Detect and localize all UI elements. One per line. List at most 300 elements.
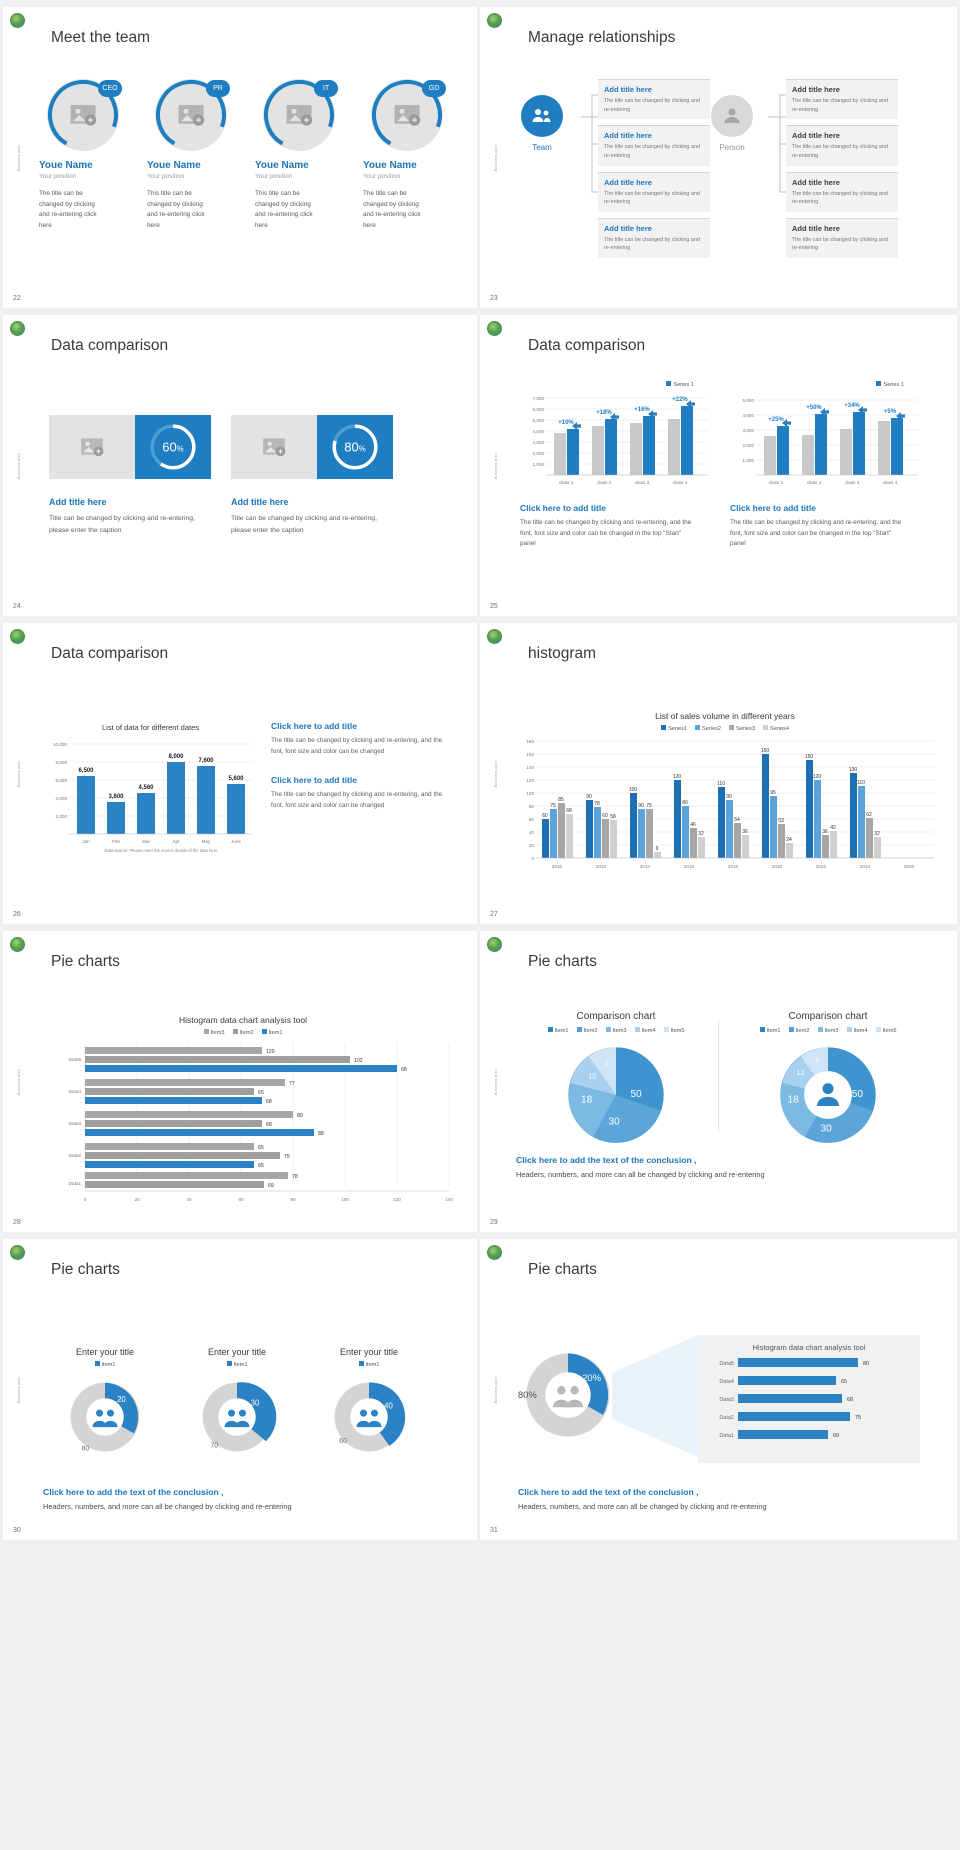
- svg-text:60: 60: [528, 817, 534, 822]
- page-title: Pie charts: [528, 1261, 597, 1278]
- conclusion-subtitle: Headers, numbers, and more can all be changed by clicking and re-entering: [516, 1170, 765, 1179]
- svg-text:78: 78: [594, 801, 600, 807]
- svg-text:160: 160: [526, 752, 534, 757]
- slice-label: 80%: [517, 1389, 537, 1401]
- svg-text:2,000: 2,000: [55, 814, 67, 819]
- role-badge: CEO: [98, 80, 122, 97]
- svg-text:75: 75: [550, 803, 556, 809]
- slide-24: [0, 308, 480, 616]
- legend-swatch: [227, 1361, 232, 1366]
- globe-icon: [10, 321, 25, 336]
- donut-block: [173, 1347, 301, 1465]
- legend-swatch: [666, 381, 671, 386]
- svg-text:2,000: 2,000: [532, 451, 544, 456]
- svg-text:85: 85: [558, 797, 564, 803]
- svg-text:120: 120: [526, 778, 534, 783]
- svg-text:120: 120: [812, 774, 822, 780]
- legend-label: Item1: [101, 1362, 116, 1368]
- svg-text:53: 53: [778, 818, 784, 824]
- slide-number: 27: [490, 911, 498, 918]
- avatar: [263, 79, 335, 151]
- svg-text:80: 80: [528, 804, 534, 809]
- legend-swatch: [359, 1361, 364, 1366]
- legend-swatch: [262, 1029, 267, 1034]
- svg-text:3,000: 3,000: [742, 428, 754, 433]
- svg-text:4,000: 4,000: [55, 796, 67, 801]
- y-tick: Data2: [68, 1153, 81, 1158]
- x-tick: 20: [134, 1197, 140, 1202]
- block-title[interactable]: Add title here: [231, 497, 289, 507]
- slide-26: [0, 616, 480, 924]
- annotation: +16%: [634, 407, 650, 413]
- legend-label: Item3: [612, 1028, 627, 1034]
- legend-label: Series 1: [883, 382, 904, 388]
- legend-swatch: [204, 1029, 209, 1034]
- chart-canvas: [698, 1352, 920, 1452]
- slice-label: 12: [796, 1067, 805, 1077]
- svg-text:2,000: 2,000: [742, 443, 754, 448]
- svg-text:120: 120: [672, 774, 682, 780]
- globe-icon: [487, 629, 502, 644]
- x-tick: 2016: [683, 864, 695, 869]
- chart-link-title[interactable]: Click here to add title: [730, 503, 816, 513]
- member-name: Youe Name: [39, 160, 93, 171]
- legend-label: Item2: [583, 1028, 598, 1034]
- slide-number: 23: [490, 295, 498, 302]
- legend-label: Item1: [233, 1362, 248, 1368]
- bar-label: 8,000: [168, 754, 184, 760]
- annotation: +34%: [844, 403, 860, 409]
- info-card[interactable]: [598, 125, 710, 165]
- card-title: Add title here: [604, 85, 652, 94]
- svg-text:68: 68: [566, 808, 572, 814]
- y-tick: Data5: [719, 1361, 734, 1367]
- legend-swatch: [876, 381, 881, 386]
- slice-label: 60: [339, 1437, 348, 1445]
- svg-text:60: 60: [542, 813, 548, 819]
- slice-label: 50: [630, 1088, 642, 1100]
- svg-text:180: 180: [526, 739, 534, 744]
- member-position: Your position: [39, 173, 77, 180]
- slice-label: 30: [608, 1116, 620, 1128]
- svg-text:100: 100: [526, 791, 534, 796]
- bar-label: 6,500: [78, 768, 94, 774]
- data-panel: [698, 1335, 920, 1463]
- legend-label: Item5: [670, 1028, 685, 1034]
- slice-label: 5: [815, 1057, 819, 1064]
- avatar: [47, 79, 119, 151]
- role-badge: IT: [314, 80, 338, 97]
- page-title: Manage relationships: [528, 29, 676, 46]
- annotation: +18%: [596, 410, 612, 416]
- percent-value: 60: [162, 439, 177, 455]
- svg-text:40: 40: [528, 830, 534, 835]
- member-description: The title can be changed by clicking and re-entering click here: [363, 190, 421, 229]
- legend-swatch: [763, 725, 768, 730]
- panel-title: Histogram data chart analysis tool: [752, 1343, 866, 1352]
- y-tick: Data1: [719, 1433, 734, 1439]
- divider: [718, 1021, 719, 1131]
- role-badge: GD: [422, 80, 446, 97]
- slide-number: 31: [490, 1527, 498, 1534]
- team-member: [255, 79, 343, 231]
- svg-text:80%: [344, 439, 365, 454]
- info-card[interactable]: [598, 172, 710, 212]
- legend-label: Item4: [641, 1028, 656, 1034]
- y-tick: Data2: [719, 1415, 734, 1421]
- info-card[interactable]: [786, 79, 898, 119]
- card-title: Add title here: [604, 223, 652, 233]
- globe-icon: [10, 937, 25, 952]
- chart-description: The title can be changed by clicking and re-entering, and the font, font size and color can be changed in the top "Start" panel: [730, 519, 902, 548]
- card-body: The title can be changed by clicking and re-entering: [604, 190, 700, 206]
- legend-label: Series1: [668, 726, 688, 732]
- chart-canvas: [773, 1040, 883, 1150]
- x-tick: 80: [290, 1197, 296, 1202]
- annotation: +10%: [558, 420, 574, 426]
- card-body: The title can be changed by clicking and re-entering: [604, 236, 700, 252]
- svg-text:60: 60: [602, 813, 608, 819]
- donut-block: [305, 1347, 433, 1465]
- chart-legend: [305, 1361, 433, 1368]
- side-label: Business plan: [494, 760, 499, 787]
- chart-legend: [510, 725, 940, 732]
- globe-icon: [10, 13, 25, 28]
- member-description: This title can be changed by clicking and re-entering click here: [255, 190, 313, 229]
- chart-title: Enter your title: [339, 1347, 399, 1357]
- legend-label: Item5: [882, 1028, 897, 1034]
- slice-label: 30: [820, 1123, 832, 1135]
- svg-text:58: 58: [610, 814, 616, 820]
- slide-number: 28: [13, 1219, 21, 1226]
- svg-text:10,000: 10,000: [52, 742, 67, 747]
- bar-label: 65: [841, 1379, 848, 1385]
- bar-label: 3,600: [108, 794, 124, 800]
- team-icon: [521, 95, 563, 137]
- svg-text:1,000: 1,000: [532, 462, 544, 467]
- svg-text:6,000: 6,000: [532, 407, 544, 412]
- slice-label: 18: [787, 1094, 799, 1106]
- left-card-column: [598, 79, 710, 258]
- role-badge: PR: [206, 80, 230, 97]
- card-title: Add title here: [792, 131, 840, 141]
- chart-canvas: [520, 388, 712, 488]
- globe-icon: [10, 629, 25, 644]
- team-list: [39, 79, 451, 231]
- legend-swatch: [664, 1027, 669, 1032]
- chart-legend: [41, 1361, 169, 1368]
- svg-text:68: 68: [401, 1067, 407, 1073]
- legend-label: Item3: [824, 1028, 839, 1034]
- slice-label: 30: [250, 1398, 260, 1408]
- svg-text:46: 46: [690, 822, 696, 828]
- x-tick: Jan: [82, 839, 90, 844]
- svg-text:120: 120: [266, 1049, 275, 1055]
- slice-label: 20: [117, 1395, 126, 1405]
- slide-22: [0, 0, 480, 308]
- svg-text:160: 160: [760, 748, 770, 754]
- bar-label: 5,600: [228, 776, 244, 782]
- bar-label: 60: [833, 1433, 840, 1439]
- percent-donut: [317, 415, 393, 479]
- percent-unit: %: [176, 444, 184, 454]
- image-placeholder-icon: [388, 96, 426, 134]
- card-title: Add title here: [792, 177, 840, 187]
- conclusion-title[interactable]: Click here to add the text of the conclusion ,: [43, 1487, 224, 1497]
- page-title: Meet the team: [51, 29, 151, 46]
- y-tick: Data3: [719, 1397, 734, 1403]
- conclusion-title[interactable]: Click here to add the text of the conclusion ,: [516, 1155, 697, 1165]
- slide-23: [480, 0, 960, 308]
- x-tick: 40: [186, 1197, 192, 1202]
- x-tick: class 4: [882, 480, 898, 485]
- chart-link-title[interactable]: Click here to add title: [520, 503, 606, 513]
- y-tick: Data1: [68, 1181, 81, 1186]
- svg-text:80: 80: [682, 800, 688, 806]
- side-label: Business plan: [17, 760, 22, 787]
- image-placeholder-icon: [231, 415, 317, 479]
- svg-text:65: 65: [258, 1163, 264, 1169]
- chart-title: Enter your title: [75, 1347, 135, 1357]
- x-tick: 2022: [815, 864, 827, 869]
- chart-canvas: [194, 1374, 280, 1460]
- svg-text:7,000: 7,000: [532, 396, 544, 401]
- slide-number: 29: [490, 1219, 498, 1226]
- x-tick: class 3: [844, 480, 860, 485]
- side-label: Business plan: [494, 1068, 499, 1095]
- bar-label: 7,600: [198, 758, 214, 764]
- conclusion-subtitle: Headers, numbers, and more can all be changed by clicking and re-entering: [518, 1502, 767, 1511]
- page-title: Pie charts: [51, 953, 120, 970]
- slice-label: 40: [384, 1401, 393, 1411]
- chart-description: The title can be changed by clicking and re-entering, and the font, font size and color can be changed in the top "Start" panel: [520, 519, 692, 548]
- svg-text:5,000: 5,000: [532, 418, 544, 423]
- svg-text:42: 42: [830, 825, 836, 831]
- svg-text:68: 68: [266, 1099, 272, 1105]
- annotation: +5%: [883, 409, 897, 415]
- svg-text:90: 90: [586, 794, 592, 800]
- svg-text:20: 20: [528, 843, 534, 848]
- slide-number: 30: [13, 1527, 21, 1534]
- legend-label: Item2: [795, 1028, 810, 1034]
- chart-canvas: [730, 388, 922, 488]
- person-node: [702, 95, 762, 152]
- chart-title: Enter your title: [207, 1347, 267, 1357]
- y-tick: Data5: [68, 1057, 81, 1062]
- histogram-chart: [510, 711, 940, 890]
- svg-text:36: 36: [742, 829, 748, 835]
- card-title: Add title here: [604, 131, 652, 141]
- legend-swatch: [95, 1361, 100, 1366]
- info-card[interactable]: [786, 218, 898, 258]
- section-body-1: The title can be changed by clicking and re-entering, and the font, font size and color can be changed: [271, 737, 443, 755]
- chart-title: Comparison chart: [576, 1011, 656, 1022]
- svg-text:54: 54: [734, 817, 740, 823]
- x-tick: 2012: [595, 864, 607, 869]
- section-link-2[interactable]: Click here to add title: [271, 775, 357, 786]
- donut-chart-block: [728, 1011, 928, 1155]
- card-body: The title can be changed by clicking and re-entering: [792, 144, 888, 159]
- card-body: The title can be changed by clicking and re-entering: [604, 98, 700, 113]
- image-placeholder-icon: [172, 96, 210, 134]
- legend-label: Series3: [736, 726, 755, 732]
- info-card[interactable]: [598, 218, 710, 258]
- right-card-column: [786, 79, 898, 258]
- bar-label: 4,560: [138, 785, 154, 791]
- svg-text:88: 88: [318, 1131, 324, 1137]
- member-name: Youe Name: [147, 160, 201, 171]
- bar-chart-left: [520, 381, 712, 550]
- x-tick: 60: [238, 1197, 244, 1202]
- svg-text:130: 130: [848, 767, 858, 773]
- x-tick: class 4: [672, 480, 688, 485]
- legend-label: Item1: [365, 1362, 380, 1368]
- x-tick: Apr: [172, 839, 180, 844]
- member-position: Your position: [363, 173, 401, 180]
- x-tick: 100: [341, 1197, 349, 1202]
- member-position: Your position: [147, 173, 185, 180]
- slice-label: 12: [588, 1071, 597, 1081]
- card-body: The title can be changed by clicking and re-entering: [792, 236, 888, 252]
- conclusion-block: [518, 1487, 928, 1511]
- image-placeholder-icon: [64, 96, 102, 134]
- slide-31: [480, 1232, 960, 1540]
- legend-label: Series2: [702, 726, 721, 732]
- svg-text:24: 24: [786, 837, 792, 843]
- slice-label: 80: [81, 1445, 90, 1453]
- bar-chart: [43, 723, 258, 859]
- person-label: Person: [719, 143, 745, 152]
- svg-text:4,000: 4,000: [742, 413, 754, 418]
- chart-title: Histogram data chart analysis tool: [178, 1015, 308, 1025]
- chart-canvas: [326, 1374, 412, 1460]
- svg-text:62: 62: [866, 812, 872, 818]
- svg-text:90: 90: [726, 794, 732, 800]
- chart-legend: [33, 1029, 453, 1036]
- svg-text:36: 36: [822, 829, 828, 835]
- svg-text:110: 110: [857, 780, 865, 786]
- x-tick: class 3: [634, 480, 650, 485]
- block-description: Title can be changed by clicking and re-entering, please enter the caption: [231, 515, 377, 534]
- info-card[interactable]: [786, 172, 898, 212]
- chart-legend: [520, 381, 694, 388]
- team-member: [147, 79, 235, 231]
- chart-canvas: [510, 735, 940, 885]
- text-column: [271, 721, 451, 811]
- svg-text:90: 90: [638, 803, 644, 809]
- side-label: Business plan: [17, 1376, 22, 1403]
- block-title[interactable]: Add title here: [49, 497, 107, 507]
- svg-text:150: 150: [804, 754, 814, 760]
- page-title: Data comparison: [51, 645, 169, 662]
- svg-text:60%: [162, 439, 183, 454]
- card-body: The title can be changed by clicking and re-entering: [604, 144, 700, 159]
- conclusion-block: [516, 1155, 926, 1179]
- chart-canvas: [516, 1343, 620, 1447]
- bar-label: 68: [847, 1397, 854, 1403]
- image-placeholder-icon: [49, 415, 135, 479]
- svg-text:9: 9: [655, 846, 659, 852]
- donut-block: [41, 1347, 169, 1465]
- side-label: Business plan: [494, 452, 499, 479]
- chart-title: Comparison chart: [788, 1011, 868, 1022]
- bar-label: 75: [855, 1415, 862, 1421]
- svg-text:80: 80: [297, 1113, 303, 1119]
- side-label: Business plan: [17, 144, 22, 171]
- info-card[interactable]: [598, 79, 710, 119]
- section-body-2: The title can be changed by clicking and re-entering, and the font, font size and color can be changed: [271, 791, 443, 809]
- y-tick: Data4: [719, 1379, 734, 1385]
- svg-text:6,000: 6,000: [55, 778, 67, 783]
- percent-unit: %: [358, 444, 366, 454]
- slide-30: [0, 1232, 480, 1540]
- avatar: [371, 79, 443, 151]
- legend-label: Item2: [239, 1030, 254, 1036]
- block-description: Title can be changed by clicking and re-entering, please enter the caption: [49, 515, 195, 534]
- annotation: +25%: [768, 417, 784, 423]
- x-tick: June: [231, 839, 241, 844]
- x-tick: 0: [83, 1197, 87, 1202]
- page-title: histogram: [528, 645, 597, 662]
- slice-label: 18: [581, 1094, 593, 1106]
- slide-28: [0, 924, 480, 1232]
- legend-label: Item4: [853, 1028, 868, 1034]
- x-tick: Mar: [142, 839, 150, 844]
- svg-text:68: 68: [266, 1122, 272, 1128]
- x-tick: 2020: [771, 864, 783, 869]
- horizontal-bar-chart: [33, 1015, 453, 1212]
- globe-icon: [10, 1245, 25, 1260]
- svg-text:140: 140: [526, 765, 534, 770]
- slice-label: 20%: [582, 1372, 602, 1384]
- legend-swatch: [729, 725, 734, 730]
- slide-27: [480, 616, 960, 924]
- chart-title: List of data for different dates: [101, 723, 199, 732]
- comparison-block: [49, 415, 211, 536]
- svg-text:4,000: 4,000: [532, 429, 544, 434]
- page-title: Pie charts: [528, 953, 597, 970]
- card-title: Add title here: [792, 223, 840, 233]
- member-name: Youe Name: [255, 160, 309, 171]
- y-tick: Data3: [68, 1121, 81, 1126]
- legend-label: Item1: [268, 1030, 283, 1036]
- conclusion-title[interactable]: Click here to add the text of the conclusion ,: [518, 1487, 699, 1497]
- x-tick: 2018: [727, 864, 739, 869]
- svg-text:8,000: 8,000: [55, 760, 67, 765]
- x-tick: 2010: [551, 864, 563, 869]
- svg-text:78: 78: [292, 1174, 298, 1180]
- slice-label: 70: [210, 1442, 219, 1450]
- slide-25: [480, 308, 960, 616]
- bar-label: 80: [863, 1361, 870, 1367]
- member-description: The title can be changed by clicking and re-entering click here: [39, 190, 97, 229]
- legend-swatch: [789, 1027, 794, 1032]
- legend-label: Item3: [210, 1030, 225, 1036]
- bar-chart-right: [730, 381, 922, 550]
- avatar: [155, 79, 227, 151]
- section-link-1[interactable]: Click here to add title: [271, 721, 357, 731]
- chart-canvas: [561, 1040, 671, 1150]
- svg-text:65: 65: [258, 1090, 264, 1096]
- team-member: [39, 79, 127, 231]
- svg-text:32: 32: [698, 831, 704, 837]
- info-card[interactable]: [786, 125, 898, 165]
- legend-swatch: [818, 1027, 823, 1032]
- x-tick: class 1: [558, 480, 574, 485]
- conclusion-block: [43, 1487, 453, 1511]
- legend-swatch: [760, 1027, 765, 1032]
- legend-swatch: [233, 1029, 238, 1034]
